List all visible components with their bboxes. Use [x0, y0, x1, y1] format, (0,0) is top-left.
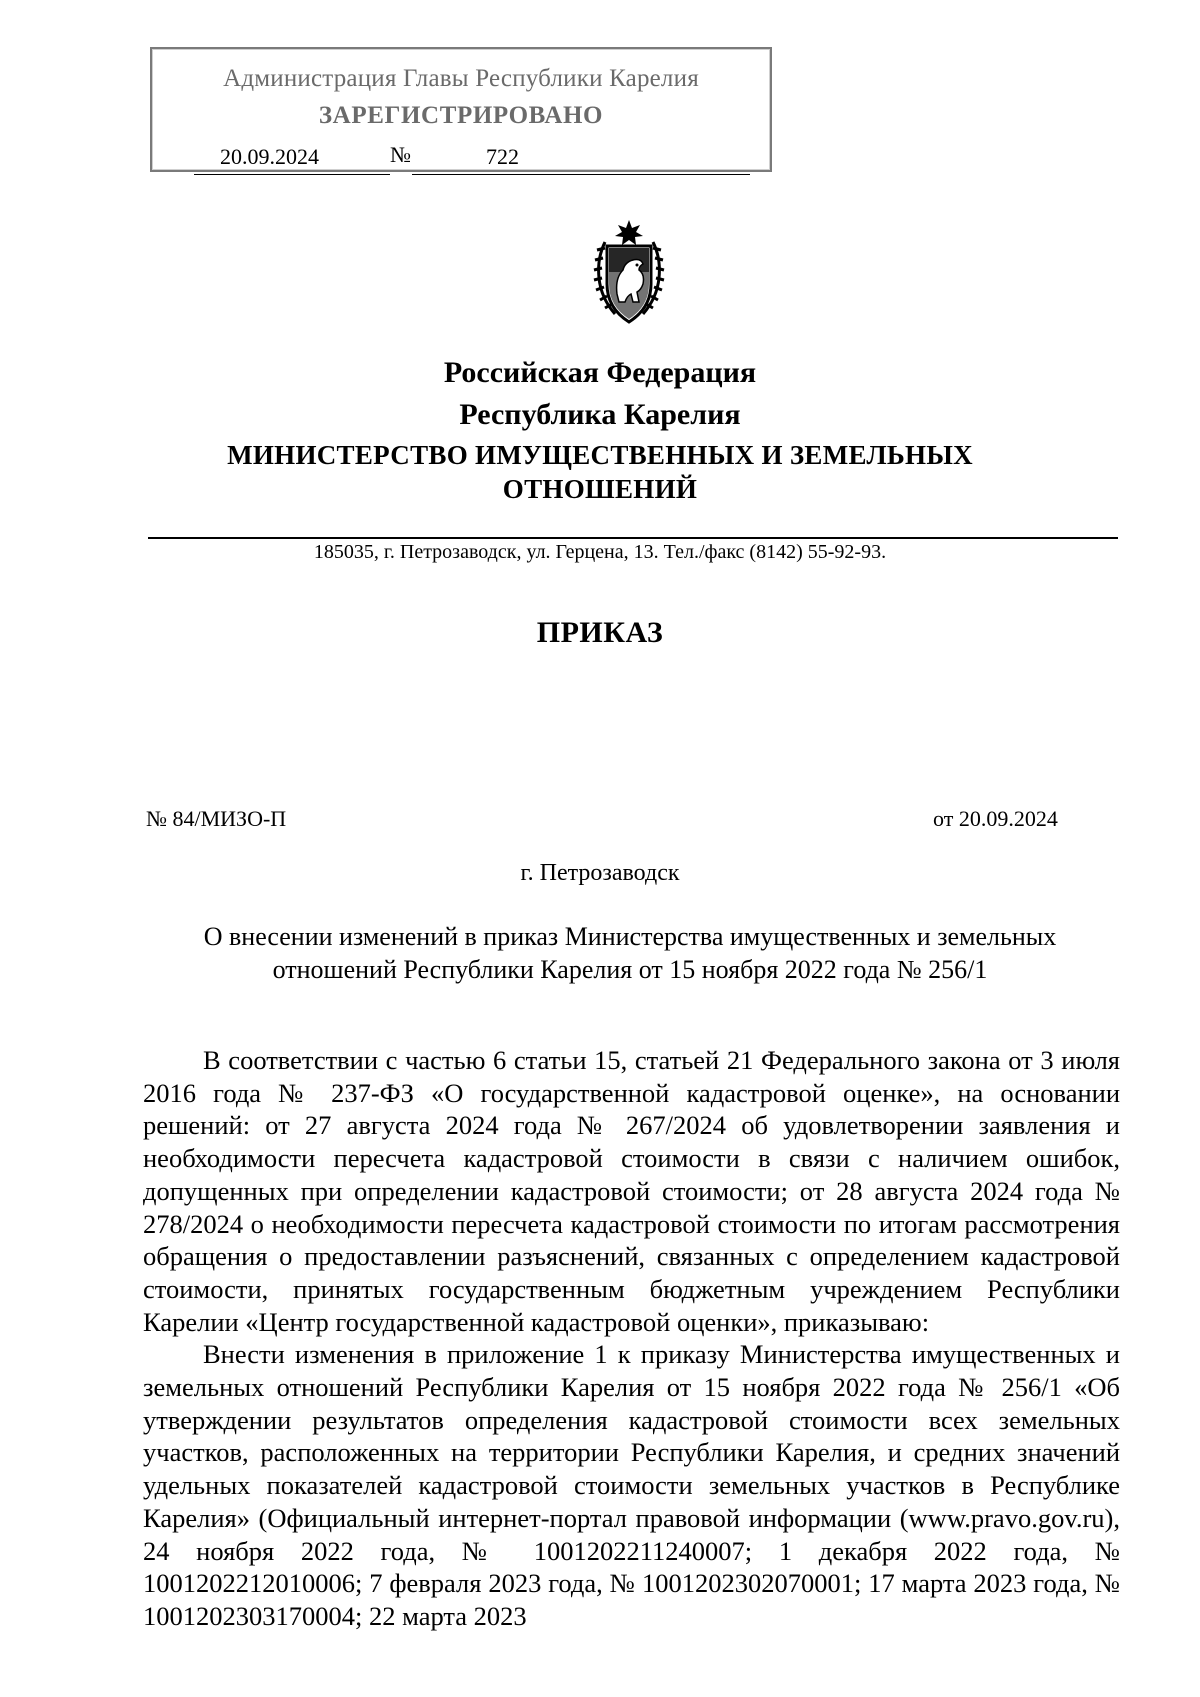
- stamp-number-underline: [412, 144, 750, 175]
- ministry-heading-line2: ОТНОШЕНИЙ: [502, 474, 698, 504]
- order-subject-line2: отношений Республики Карелия от 15 ноября 2022 года № 256/1: [272, 955, 988, 984]
- ministry-address: 185035, г. Петрозаводск, ул. Герцена, 13. Тел./факс (8142) 55-92-93.: [313, 541, 887, 563]
- stamp-status: ЗАРЕГИСТРИРОВАНО: [318, 102, 604, 129]
- country-heading: Российская Федерация: [443, 356, 757, 389]
- stamp-date: 20.09.2024: [220, 144, 319, 169]
- document-title: ПРИКАЗ: [536, 616, 664, 649]
- ministry-heading-line1: МИНИСТЕРСТВО ИМУЩЕСТВЕННЫХ И ЗЕМЕЛЬНЫХ: [227, 440, 973, 470]
- karelia-coat-of-arms-icon: [585, 218, 673, 328]
- body-paragraph-2: Внести изменения в приложение 1 к приказу Министерства имущественных и земельных отношений Республики Карелия от 15 ноября 2022 года № 256/1 «Об утверждении результатов определения кадастровой стоимости всех земельных участков, расположенных на территории Республики Карелия, и средних значений удельных показателей кадастровой стоимости земельных участков в Республике Карелия» (Официальный интернет-портал правовой информации (www.pravo.gov.ru), 24 ноября 2022 года, № 1001202211240007; 1 декабря 2022 года, № 1001202212010006; 7 февраля 2023 года, № 1001202302070001; 17 марта 2023 года, № 1001202303170004; 22 марта 2023: [143, 1339, 1120, 1631]
- order-city: г. Петрозаводск: [520, 860, 680, 886]
- stamp-number-label: №: [390, 142, 411, 167]
- stamp-organization: Администрация Главы Республики Карелия: [223, 65, 699, 92]
- order-date: от 20.09.2024: [933, 806, 1058, 831]
- stamp-number: 722: [486, 144, 519, 169]
- order-body: [143, 1044, 1120, 1633]
- registration-stamp: [150, 47, 772, 172]
- order-subject-line1: О внесении изменений в приказ Министерства имущественных и земельных: [203, 922, 1057, 951]
- body-paragraph-1: В соответствии с частью 6 статьи 15, статьей 21 Федерального закона от 3 июля 2016 года № 237-ФЗ «О государственной кадастровой оценке», на основании решений: от 27 августа 2024 года № 267/2024 об удовлетворении заявления и необходимости пересчета кадастровой стоимости в связи с наличием ошибок, допущенных при определении кадастровой стоимости; от 28 августа 2024 года № 278/2024 о необходимости пересчета кадастровой стоимости по итогам рассмотрения обращения о предоставлении разъяснений, связанных с определением кадастровой стоимости, принятых государственным бюджетным учреждением Республики Карелии «Центр государственной кадастровой оценки», приказываю:: [143, 1045, 1120, 1337]
- order-number: № 84/МИЗО-П: [146, 806, 287, 831]
- republic-heading: Республика Карелия: [459, 398, 741, 431]
- header-divider: [148, 537, 1118, 539]
- order-subject: [140, 920, 1120, 986]
